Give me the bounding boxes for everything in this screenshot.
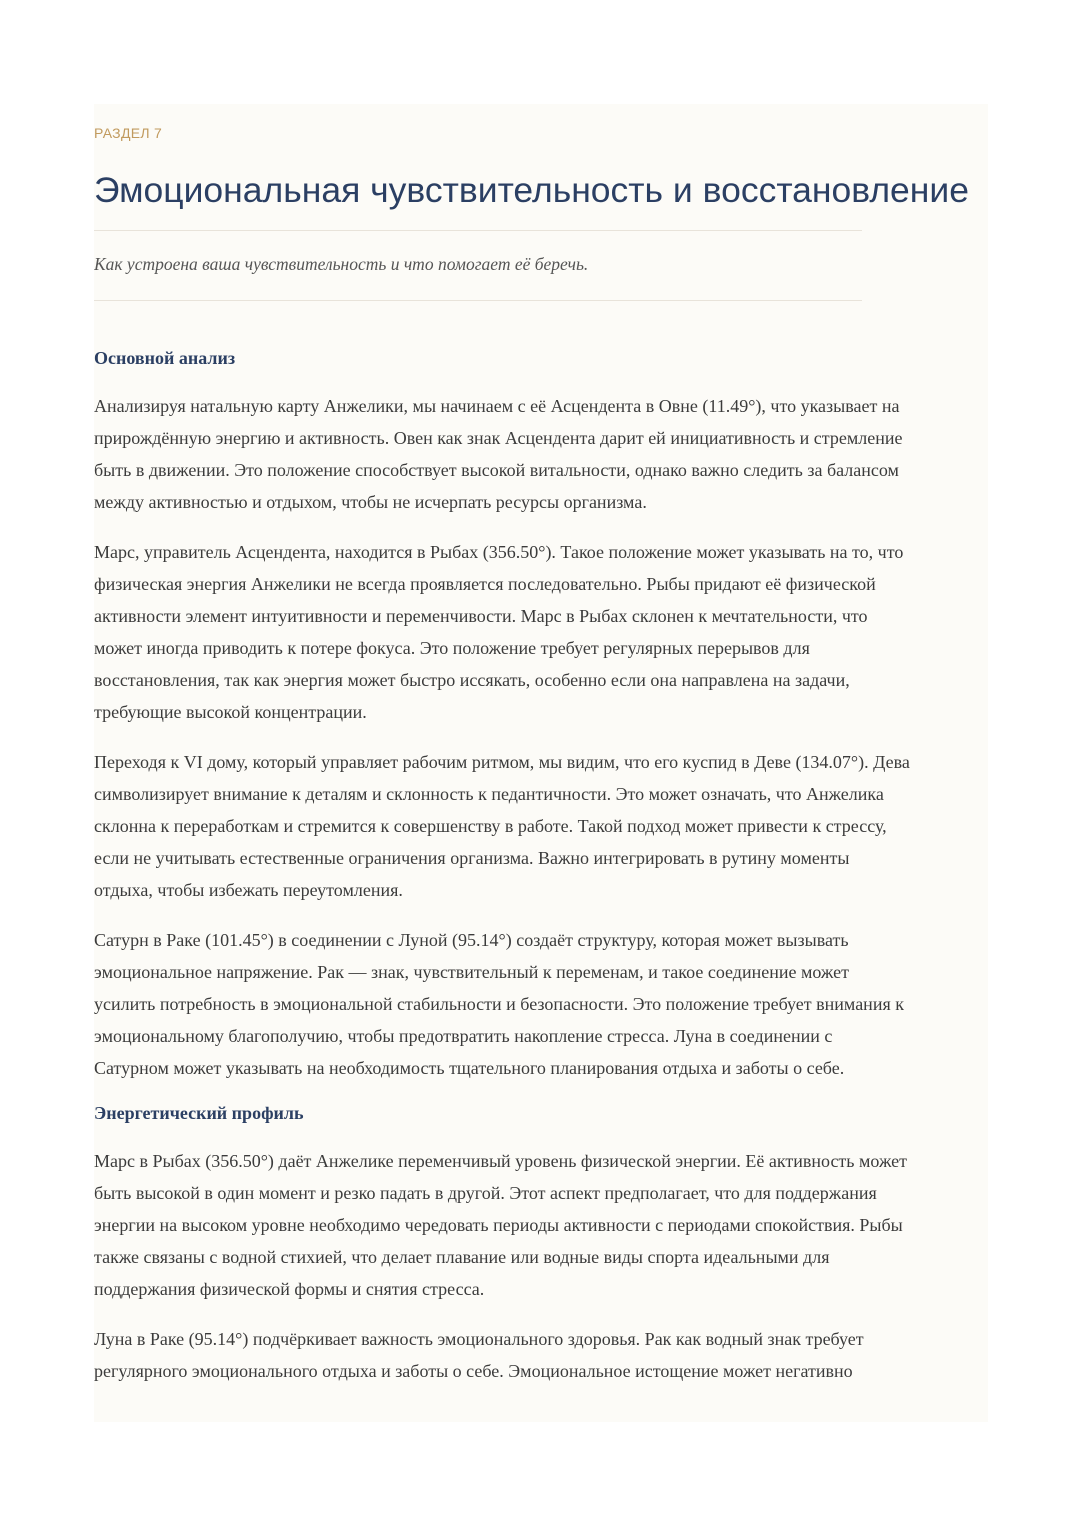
paragraph-line: отдыха, чтобы избежать переутомления. (94, 880, 403, 900)
paragraph (94, 390, 988, 518)
paragraph-line: Луна в Раке (95.14°) подчёркивает важность эмоционального здоровья. Рак как водный знак требует (94, 1329, 864, 1349)
paragraph-line: эмоциональному благополучию, чтобы предотвратить накопление стресса. Луна в соединении с (94, 1026, 833, 1046)
paragraph-line: активности элемент интуитивности и переменчивости. Марс в Рыбах склонен к мечтательности, что (94, 606, 868, 626)
section-label: РАЗДЕЛ 7 (94, 125, 163, 141)
paragraph (94, 1145, 988, 1305)
paragraph-line: может иногда приводить к потере фокуса. Это положение требует регулярных перерывов для (94, 638, 810, 658)
paragraph-line: Анализируя натальную карту Анжелики, мы начинаем с её Асцендента в Овне (11.49°), что указывает на (94, 396, 900, 416)
paragraph-line: требующие высокой концентрации. (94, 702, 367, 722)
paragraph (94, 1323, 988, 1387)
paragraph-line: энергии на высоком уровне необходимо чередовать периоды активности с периодами спокойствия. Рыбы (94, 1215, 903, 1235)
paragraph-line: символизирует внимание к деталям и склонность к педантичности. Это может означать, что Анжелика (94, 784, 884, 804)
paragraph-line: поддержания физической формы и снятия стресса. (94, 1279, 485, 1299)
paragraph-line: физическая энергия Анжелики не всегда проявляется последовательно. Рыбы придают её физической (94, 574, 876, 594)
document-page (94, 104, 988, 1422)
paragraph-line: регулярного эмоционального отдыха и заботы о себе. Эмоциональное истощение может негативно (94, 1361, 853, 1381)
paragraph (94, 536, 988, 728)
paragraph-line: также связаны с водной стихией, что делает плавание или водные виды спорта идеальными для (94, 1247, 830, 1267)
paragraph-line: Сатурн в Раке (101.45°) в соединении с Луной (95.14°) создаёт структуру, которая может вызывать (94, 930, 849, 950)
paragraph (94, 746, 988, 906)
paragraph-line: быть в движении. Это положение способствует высокой витальности, однако важно следить за балансом (94, 460, 899, 480)
paragraph-line: эмоциональное напряжение. Рак — знак, чувствительный к переменам, и такое соединение может (94, 962, 849, 982)
section-content (94, 104, 988, 1387)
paragraph-line: Сатурном может указывать на необходимость тщательного планирования отдыха и заботы о себе. (94, 1058, 845, 1078)
divider-bottom (94, 300, 862, 301)
page-title: Эмоциональная чувствительность и восстановление (94, 170, 969, 210)
paragraph-line: прирождённую энергию и активность. Овен как знак Асцендента дарит ей инициативность и стремление (94, 428, 903, 448)
paragraph-line: если не учитывать естественные ограничения организма. Важно интегрировать в рутину моменты (94, 848, 850, 868)
paragraph-line: Переходя к VI дому, который управляет рабочим ритмом, мы видим, что его куспид в Деве (134.07°). Дева (94, 752, 910, 772)
paragraph-line: быть высокой в один момент и резко падать в другой. Этот аспект предполагает, что для поддержания (94, 1183, 877, 1203)
heading-energy-profile: Энергетический профиль (94, 1103, 304, 1123)
paragraph-line: восстановления, так как энергия может быстро иссякать, особенно если она направлена на задачи, (94, 670, 850, 690)
paragraph-line: усилить потребность в эмоциональной стабильности и безопасности. Это положение требует внимания к (94, 994, 904, 1014)
paragraph-line: между активностью и отдыхом, чтобы не исчерпать ресурсы организма. (94, 492, 647, 512)
paragraph (94, 924, 988, 1084)
heading-main-analysis: Основной анализ (94, 348, 236, 368)
paragraph-line: Марс в Рыбах (356.50°) даёт Анжелике переменчивый уровень физической энергии. Её активность может (94, 1151, 908, 1171)
divider-top (94, 230, 862, 231)
paragraph-line: Марс, управитель Асцендента, находится в Рыбах (356.50°). Такое положение может указывать на то, что (94, 542, 904, 562)
paragraph-line: склонна к переработкам и стремится к совершенству в работе. Такой подход может привести к стрессу, (94, 816, 887, 836)
subtitle: Как устроена ваша чувствительность и что помогает её беречь. (94, 254, 589, 274)
